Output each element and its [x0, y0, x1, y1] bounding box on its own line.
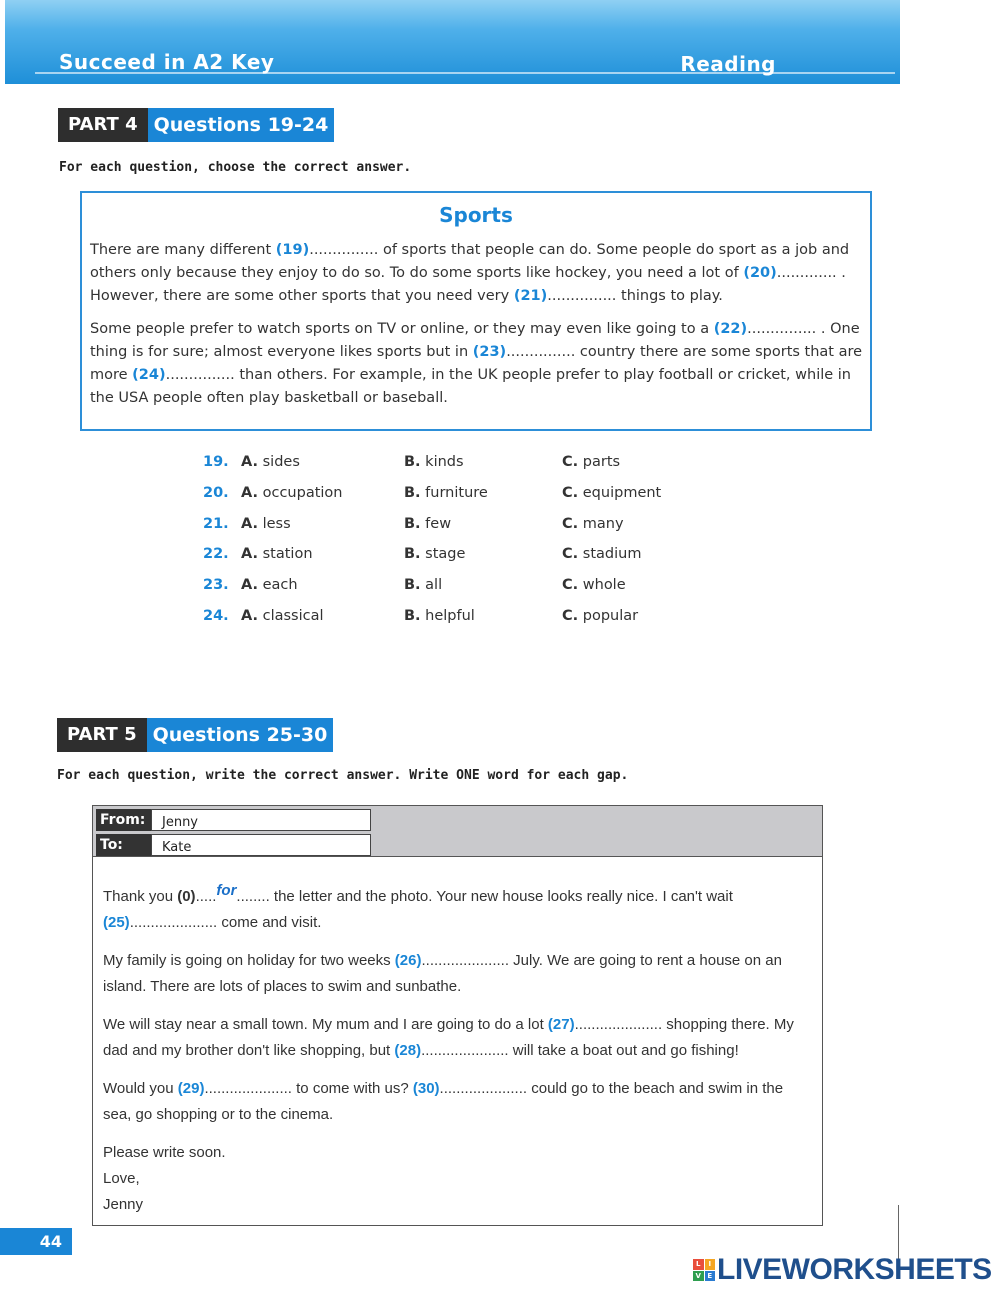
- text-span: ............... of sports that people can do. Some people do sport as a job and others only because they enjoy to do so. To do some sports like hockey, you need a lot of: [90, 242, 850, 281]
- to-label: To:: [96, 834, 151, 856]
- option-c[interactable]: [562, 577, 626, 593]
- from-row: [96, 809, 371, 831]
- question-number: 24.: [203, 607, 229, 624]
- text-span: .....: [195, 888, 217, 905]
- option-a[interactable]: [241, 546, 313, 562]
- option-b[interactable]: [404, 485, 488, 501]
- option-row-24: [203, 608, 803, 639]
- sports-paragraph-2: [90, 318, 870, 410]
- option-a[interactable]: [241, 454, 300, 470]
- gap-22[interactable]: (22): [713, 321, 748, 337]
- to-row: [96, 834, 371, 856]
- option-text: furniture: [425, 484, 488, 501]
- gap-25[interactable]: (25): [103, 914, 130, 931]
- text-span: ........ the letter and the photo. Your new house looks really nice. I can't wait: [236, 888, 733, 905]
- option-c[interactable]: [562, 454, 620, 470]
- option-text: occupation: [262, 484, 343, 501]
- option-label: C.: [562, 484, 579, 501]
- option-label: A.: [241, 577, 258, 594]
- option-row-21: [203, 516, 803, 547]
- option-text: all: [425, 577, 443, 594]
- option-b[interactable]: [404, 516, 451, 532]
- option-row-22: [203, 546, 803, 577]
- part4-label: PART 4: [58, 108, 148, 142]
- option-c[interactable]: [562, 516, 624, 532]
- option-label: C.: [562, 454, 579, 470]
- text-span: There are many different: [90, 242, 276, 258]
- option-b[interactable]: [404, 546, 465, 562]
- icon-tile: V: [693, 1271, 704, 1282]
- option-label: A.: [241, 515, 258, 532]
- part4-questions-label: Questions 19-24: [148, 108, 335, 142]
- question-number: 19.: [203, 454, 229, 470]
- text-span: ............... things to play.: [547, 288, 723, 304]
- text-span: ..................... will take a boat out and go fishing!: [421, 1042, 739, 1059]
- option-a[interactable]: [241, 577, 298, 593]
- option-text: stadium: [582, 546, 642, 563]
- option-label: B.: [404, 607, 421, 624]
- book-title: Succeed in A2 Key: [59, 50, 275, 74]
- option-label: C.: [562, 515, 579, 532]
- sports-text: [90, 239, 870, 420]
- liveworksheets-icon: [693, 1259, 715, 1281]
- question-number: 21.: [203, 515, 229, 532]
- gap-0-number: (0): [177, 888, 196, 905]
- email-paragraph-2: [103, 948, 813, 1000]
- text-span: ..................... come and visit.: [129, 914, 322, 931]
- icon-tile: L: [693, 1259, 704, 1270]
- option-text: each: [262, 577, 298, 594]
- option-text: classical: [262, 607, 324, 624]
- text-span: ..................... to come with us?: [204, 1080, 413, 1097]
- option-b[interactable]: [404, 608, 475, 624]
- option-b[interactable]: [404, 577, 442, 593]
- option-text: helpful: [425, 607, 475, 624]
- option-c[interactable]: [562, 608, 638, 624]
- sports-paragraph-1: [90, 239, 870, 308]
- icon-tile: I: [705, 1259, 716, 1270]
- example-answer: for: [216, 882, 237, 899]
- option-label: A.: [241, 454, 258, 470]
- gap-20[interactable]: (20): [743, 265, 777, 281]
- text-span: Would you: [103, 1080, 178, 1097]
- text-span: ............... country there are some sports that are more: [90, 344, 863, 383]
- email-body: [103, 884, 813, 1218]
- question-number: 23.: [203, 577, 229, 594]
- option-a[interactable]: [241, 608, 324, 624]
- option-row-20: [203, 485, 803, 516]
- option-text: station: [262, 546, 313, 563]
- text-span: ............... . One thing is for sure; almost everyone likes sports but in: [90, 321, 860, 360]
- text-span: ............... than others. For example, in the UK people prefer to play football or cricket, while in the USA people often play basketball or baseball.: [90, 367, 851, 406]
- option-text: whole: [582, 577, 626, 594]
- email-box: [92, 805, 823, 1226]
- text-span: ............. . However, there are some other sports that you need very: [90, 265, 846, 304]
- part4-instruction: For each question, choose the correct answer.: [59, 160, 412, 175]
- gap-24[interactable]: (24): [132, 367, 166, 383]
- from-label: From:: [96, 809, 151, 831]
- option-c[interactable]: [562, 485, 661, 501]
- question-number: 20.: [203, 484, 229, 501]
- email-header: [93, 806, 822, 857]
- sports-title: Sports: [439, 203, 513, 227]
- option-text: kinds: [425, 454, 464, 470]
- part5-label: PART 5: [57, 718, 147, 752]
- option-text: popular: [582, 607, 639, 624]
- text-span: Thank you: [103, 888, 178, 905]
- text-span: Some people prefer to watch sports on TV or online, or they may even like going to a: [90, 321, 714, 337]
- closing-line: Love,: [103, 1170, 140, 1187]
- part5-questions-label: Questions 25-30: [147, 718, 334, 752]
- closing-line: Please write soon.: [103, 1144, 226, 1161]
- option-label: B.: [404, 484, 421, 501]
- question-number: 22.: [203, 546, 229, 563]
- part4-heading: [58, 108, 334, 142]
- text-span: ..................... shopping there. My dad and my brother don't like shopping, but: [103, 1016, 794, 1059]
- option-label: A.: [241, 607, 258, 624]
- liveworksheets-wordmark: LIVEWORKSHEETS: [717, 1253, 992, 1286]
- option-label: B.: [404, 454, 421, 470]
- gap-23[interactable]: (23): [472, 344, 507, 360]
- text-span: My family is going on holiday for two weeks: [103, 952, 395, 969]
- option-text: stage: [425, 546, 466, 563]
- page-number: 44: [0, 1228, 72, 1255]
- email-paragraph-1: [103, 884, 813, 936]
- text-span: We will stay near a small town. My mum and I are going to do a lot: [103, 1016, 548, 1033]
- gap-28[interactable]: (28): [394, 1042, 422, 1059]
- option-b[interactable]: [404, 454, 464, 470]
- email-paragraph-3: [103, 1012, 813, 1064]
- gap-26[interactable]: (26): [394, 952, 422, 969]
- part5-heading: [57, 718, 333, 752]
- option-label: B.: [404, 577, 421, 594]
- text-span: ..................... July. We are going to rent a house on an island. There are lots of places to swim and sunbathe.: [103, 952, 782, 995]
- option-c[interactable]: [562, 546, 641, 562]
- option-a[interactable]: [241, 516, 291, 532]
- gap-27[interactable]: (27): [547, 1016, 575, 1033]
- icon-tile: E: [705, 1271, 716, 1282]
- section-title: Reading: [680, 52, 776, 76]
- option-label: A.: [241, 484, 258, 501]
- option-label: B.: [404, 546, 421, 563]
- answer-options: [203, 454, 803, 639]
- sports-text-box: [80, 191, 872, 431]
- option-text: less: [262, 515, 291, 532]
- option-row-23: [203, 577, 803, 608]
- option-label: C.: [562, 607, 579, 624]
- to-field: Kate: [151, 834, 371, 856]
- gap-21[interactable]: (21): [513, 288, 548, 304]
- from-field: Jenny: [151, 809, 371, 831]
- gap-19[interactable]: (19): [275, 242, 310, 258]
- option-text: few: [425, 515, 452, 532]
- option-label: B.: [404, 515, 421, 532]
- option-label: A.: [241, 546, 258, 563]
- option-row-19: [203, 454, 803, 485]
- part5-instruction: For each question, write the correct answer. Write ONE word for each gap.: [57, 768, 629, 783]
- text-span: ..................... could go to the beach and swim in the sea, go shopping or to the cinema.: [103, 1080, 784, 1123]
- option-text: sides: [262, 454, 300, 470]
- option-text: equipment: [582, 484, 662, 501]
- option-a[interactable]: [241, 485, 342, 501]
- option-label: C.: [562, 546, 579, 563]
- header-banner: [5, 0, 900, 84]
- option-text: parts: [582, 454, 621, 470]
- option-text: many: [582, 515, 624, 532]
- option-label: C.: [562, 577, 579, 594]
- liveworksheets-logo: [693, 1252, 992, 1288]
- gap-29[interactable]: (29): [177, 1080, 205, 1097]
- signature: Jenny: [103, 1196, 144, 1213]
- email-paragraph-4: [103, 1076, 813, 1128]
- gap-30[interactable]: (30): [412, 1080, 440, 1097]
